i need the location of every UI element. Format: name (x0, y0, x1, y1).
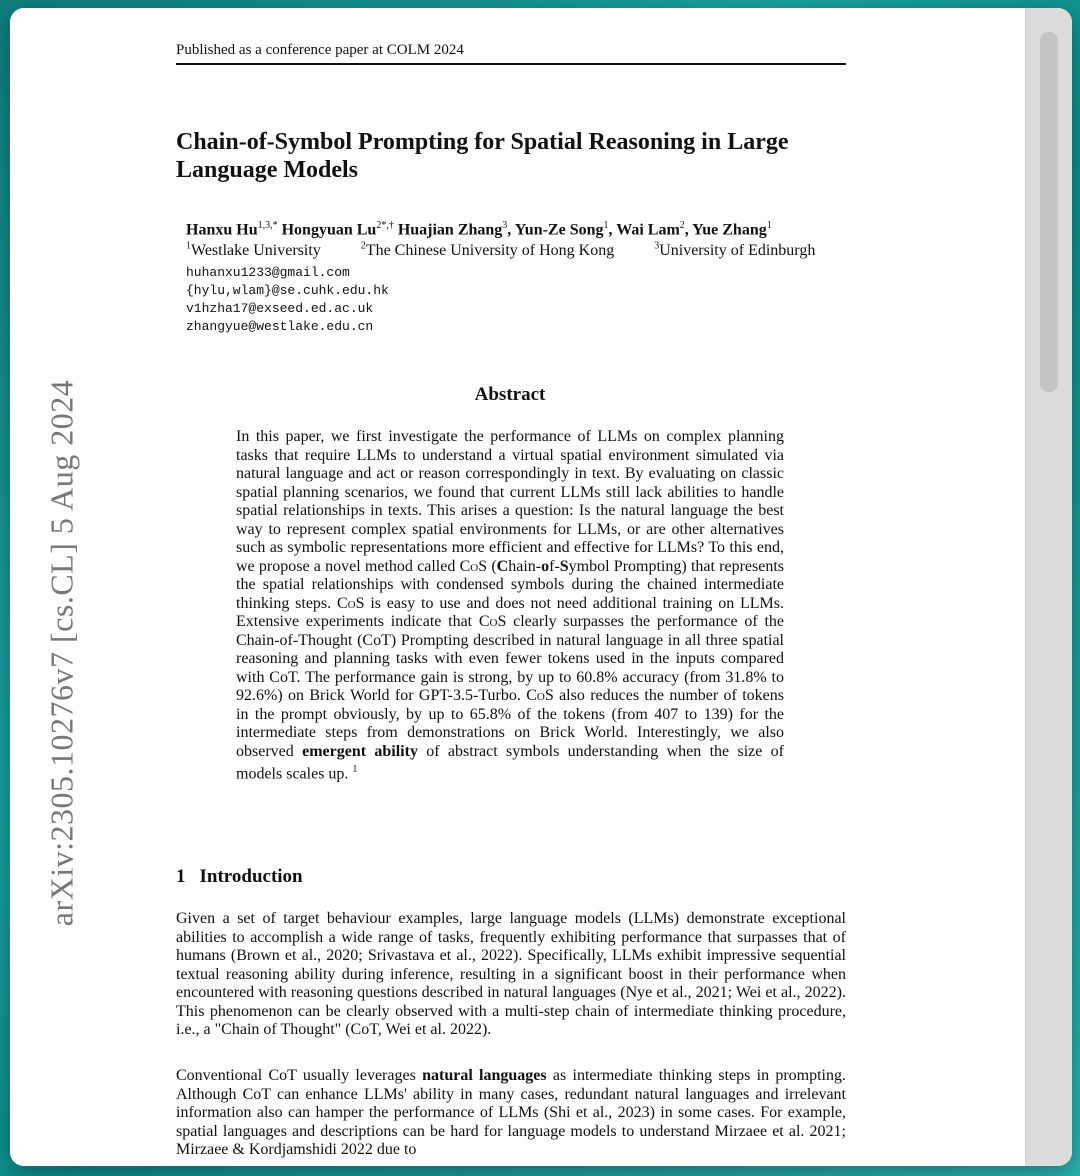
email-address[interactable]: v1hzha17@exseed.ed.ac.uk (186, 301, 374, 316)
abstract-text: f- (549, 557, 560, 575)
author-name: Yue Zhang (692, 221, 767, 239)
method-name: CoS (459, 557, 488, 575)
method-name: CoS (526, 687, 554, 704)
scrollbar-thumb[interactable] (1040, 32, 1058, 392)
abstract-text: of abstract symbols understanding when the size of models scales up. (236, 742, 785, 783)
affiliation-superscript: 2 (360, 241, 366, 252)
intro-paragraph (176, 1067, 846, 1160)
section-title: Introduction (199, 866, 303, 887)
author-list: Hanxu $Hu^{1,3,*}$ Hongyuan $Lu^{2*,\dagger}$ Huajian Zhang$^3$, Yun-Ze Song$^1$, Wai Lam$^2$, Yue Zhang$^1$ (186, 220, 772, 239)
emphasis-text: emergent ability (302, 742, 418, 760)
affiliation-item (361, 242, 632, 259)
abstract-text: is easy to use and does not need additional training on LLMs. Extensive experiments indicate that (236, 594, 785, 630)
author-superscript: 2*,† (376, 220, 394, 231)
footnote-marker[interactable]: 1 (352, 764, 358, 775)
pdf-viewer-window (10, 8, 1072, 1166)
email-list (186, 264, 389, 336)
conference-header: Published as a conference paper at COLM 2024 (176, 42, 846, 65)
method-initial: C (496, 557, 509, 575)
abstract-text: hain- (508, 557, 542, 575)
affiliation-name: Westlake University (191, 242, 321, 260)
method-initial: S (559, 557, 569, 575)
affiliation-superscript: 1 (186, 241, 191, 252)
paper-page (10, 8, 1026, 1166)
email-address[interactable]: {hylu,wlam}@se.cuhk.edu.hk (186, 283, 389, 298)
author-superscript: 2 (679, 220, 685, 231)
method-initial: o (541, 557, 550, 575)
author-name: Yun-Ze Song (514, 221, 604, 239)
affiliation-list (186, 241, 851, 260)
arxiv-identifier: arXiv:2305.10276v7 [cs.CL] 5 Aug 2024 (43, 379, 80, 927)
affiliation-superscript: 3 (654, 241, 660, 252)
author-name: Huajian Zhang (397, 221, 503, 239)
affiliation-name: The Chinese University of Hong Kong (365, 242, 615, 260)
abstract-text: that represents the spatial relationships with condensed symbols during the chained intermediate thinking steps. (236, 557, 785, 612)
author-superscript: 1 (766, 220, 772, 231)
abstract-text: ymbol Prompting) (568, 557, 687, 575)
affiliation-item (186, 242, 339, 259)
intro-paragraph: Given a set of target behaviour examples, large language models (LLMs) demonstrate exceptional abilities to accomplish a wide range of tasks, frequently exhibiting performance that surpasses that of humans (Brown et al., 2020; Srivastava et al., 2022). Specifically, LLMs exhibit impressive sequential textual reasoning ability during inference, resulting in a significant boost in their performance when encountered with reasoning questions described in natural languages (Nye et al., 2021; Wei et al., 2022). This phenomenon can be clearly observed with a multi-step chain of intermediate thinking procedure, i.e., a "Chain of Thought" (CoT, Wei et al. 2022). (176, 910, 846, 1038)
abstract-text: In this paper, we first investigate the performance of LLMs on complex planning tasks that require LLMs to understand a virtual spatial environment simulated via natural language and act or reason correspondingly in text. By evaluating on classic spatial planning scenarios, we found that current LLMs still lack abilities to handle spatial relationships in texts. This arises a question: Is the natural language the best way to represent complex spatial environments for LLMs, or are other alternatives such as symbolic representations more efficient and effective for LLMs? To this end, we propose a novel method called (236, 428, 784, 575)
abstract-body (236, 428, 784, 784)
abstract-text: also reduces the number of tokens in the prompt obviously, by up to 65.8% of the tokens (from 407 to 139) for the intermediate steps from demonstrations on Brick World. Interestingly, we also observed (236, 687, 784, 760)
author-superscript: 1 (603, 220, 609, 231)
author-superscript: 1,3,* (257, 220, 278, 231)
paper-title: Chain-of-Symbol Prompting for Spatial Reasoning in Large Language Models (176, 129, 789, 183)
abstract-heading: Abstract (474, 384, 546, 405)
section-heading-introduction (176, 866, 303, 888)
method-name: CoS (478, 613, 507, 630)
section-number: 1 (176, 866, 186, 887)
paragraph-text: Conventional CoT usually leverages (176, 1067, 423, 1084)
author-name: Hanxu Hu (186, 221, 258, 239)
email-address[interactable]: zhangyue@westlake.edu.cn (186, 319, 374, 334)
paragraph-text: as intermediate thinking steps in prompting. Although CoT can enhance LLMs' ability in many cases, redundant natural languages and irrelevant information also can hamper the performance of LLMs (Shi et al., 2023) in some cases. For example, spatial languages and descriptions can be hard for language models to understand Mirzaee et al. 2021; Mirzaee & Kordjamshidi 2022 due to (176, 1067, 847, 1158)
affiliation-name: University of Edinburgh (659, 242, 816, 260)
abstract-text: clearly surpasses the performance of the Chain-of-Thought (CoT) Prompting described in natural language in all three spatial reasoning and planning tasks with even fewer tokens used in the inputs compared with CoT. The performance gain is strong, by up to 60.8% accuracy (from 31.8% to 92.6%) on Brick World for GPT-3.5-Turbo. (236, 613, 784, 704)
emphasis-text: natural languages (422, 1067, 547, 1084)
author-name: Hongyuan Lu (281, 221, 377, 239)
affiliation-item (654, 242, 833, 259)
vertical-scrollbar[interactable] (1025, 8, 1072, 1166)
method-name: CoS (336, 594, 365, 612)
author-name: Wai Lam (616, 221, 680, 239)
author-superscript: 3 (502, 220, 508, 231)
email-address[interactable]: huhanxu1233@gmail.com (186, 265, 350, 280)
abstract-text: ( (487, 557, 497, 575)
